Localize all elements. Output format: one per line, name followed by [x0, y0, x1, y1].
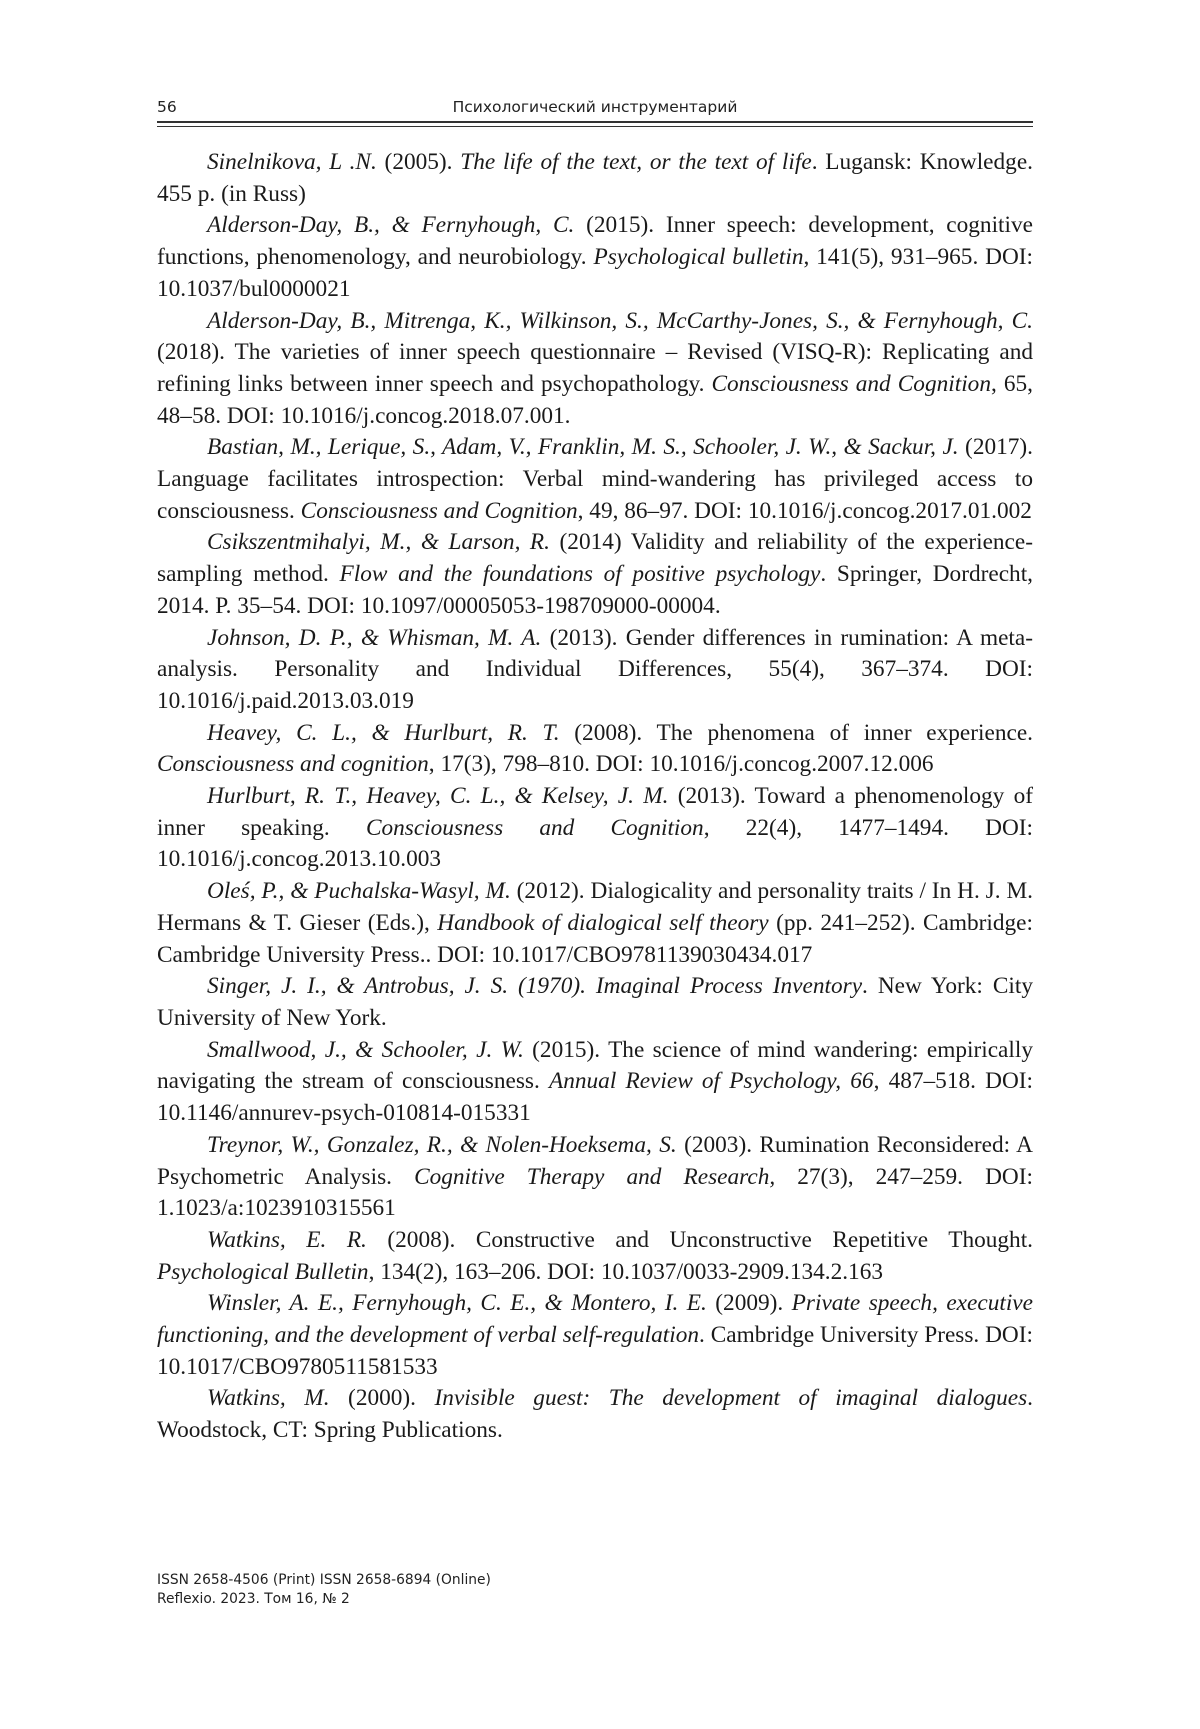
reference-item — [157, 971, 1033, 1034]
reference-item — [157, 432, 1033, 527]
reference-text: (2008). The phenomena of inner experience. — [559, 719, 1033, 746]
reference-list — [157, 147, 1033, 1447]
reference-source: Handbook of dialogical self theory — [437, 909, 769, 936]
reference-authors: Treynor, W., Gonzalez, R., & Nolen-Hoeksema, S. — [207, 1131, 677, 1158]
reference-item — [157, 623, 1033, 718]
reference-text: (2018). The varieties of inner speech questionnaire – Revised (VISQ-R): Replicating and refining links between inner speech and psychopathology. — [157, 339, 1033, 397]
reference-text: . New York: City University of New York. — [157, 973, 1033, 1031]
reference-source: Psychological bulletin — [593, 244, 804, 271]
header-rule-thin — [157, 126, 1033, 127]
reference-text: (2005). — [376, 149, 461, 175]
reference-authors: Hurlburt, R. T., Heavey, C. L., & Kelsey, J. M. — [207, 783, 669, 810]
journal-title: Психологический инструментарий — [452, 98, 738, 116]
reference-source: Consciousness and cognition — [157, 751, 429, 778]
reference-source: Psychological Bulletin — [157, 1258, 369, 1285]
reference-source: Consciousness and Cognition — [711, 370, 991, 397]
reference-authors: Johnson, D. P., & Whisman, M. A. — [207, 624, 542, 651]
reference-details: 27(3), 247–259. DOI: 1.1023/a:1023910315561 — [157, 1163, 1033, 1222]
reference-details: . Lugansk: Knowledge. 455 p. (in Russ) — [157, 149, 1033, 207]
reference-text: (2000). — [329, 1385, 435, 1412]
reference-details: , 141(5), 931–965. DOI: 10.1037/bul0000021 — [157, 244, 1033, 302]
reference-authors: Alderson-Day, B., & Fernyhough, C. — [207, 212, 575, 239]
reference-text: (2015). Inner speech: development, cognitive functions, phenomenology, and neurobiology. — [157, 212, 1033, 271]
reference-text: (2014) Validity and reliability of the experience-sampling method. — [157, 529, 1033, 588]
reference-item — [157, 876, 1033, 971]
reference-text: (2013). Toward a phenomenology of inner speaking. — [157, 783, 1033, 841]
reference-authors: Oleś, P., & Puchalska-Wasyl, M. — [207, 878, 511, 905]
header-rule-thick — [157, 121, 1033, 123]
reference-text: (2013). Gender differences in rumination: A meta-analysis. Personality and Individual Differences, 55(4), 367–374. DOI: 10.1016/j.paid.2013.03.019 — [157, 624, 1033, 714]
page-number: 56 — [157, 98, 177, 116]
citation-line: Reflexio. 2023. Том 16, № 2 — [157, 1591, 350, 1607]
reference-details: . Cambridge University Press. DOI: 10.1017/CBO9780511581533 — [157, 1322, 1033, 1380]
reference-source: Flow and the foundations of positive psychology — [339, 561, 821, 588]
reference-item — [157, 147, 1033, 210]
reference-details: , 65, 48–58. DOI: 10.1016/j.concog.2018.07.001. — [157, 370, 1033, 429]
reference-text: (2009). — [706, 1290, 792, 1317]
reference-details: . Woodstock, CT: Spring Publications. — [157, 1385, 1033, 1444]
page-footer — [157, 1571, 857, 1609]
reference-details: , 17(3), 798–810. DOI: 10.1016/j.concog.2007.12.006 — [428, 751, 934, 778]
reference-item — [157, 1383, 1033, 1446]
reference-authors: Sinelnikova, L .N. — [207, 149, 377, 175]
reference-text: (2003). Rumination Reconsidered: A Psychometric Analysis. — [157, 1131, 1034, 1190]
reference-authors: Bastian, M., Lerique, S., Adam, V., Franklin, M. S., Schooler, J. W., & Sackur, J. — [207, 434, 959, 461]
reference-details: , 134(2), 163–206. DOI: 10.1037/0033-2909.134.2.163 — [368, 1258, 884, 1285]
reference-text: (2008). Constructive and Unconstructive Repetitive Thought. — [366, 1226, 1033, 1253]
reference-item — [157, 718, 1033, 781]
reference-authors: Singer, J. I., & Antrobus, J. S. (1970). Imaginal Process Inventory — [207, 973, 863, 1000]
reference-source: Consciousness and Cognition — [365, 814, 704, 841]
reference-authors: Winsler, A. E., Fernyhough, C. E., & Montero, I. E. — [207, 1290, 707, 1317]
reference-source: Annual Review of Psychology, 66 — [549, 1068, 874, 1095]
reference-authors: Csikszentmihalyi, M., & Larson, R. — [207, 529, 550, 556]
issn-line: ISSN 2658-4506 (Print) ISSN 2658-6894 (Online) — [157, 1572, 491, 1588]
reference-item — [157, 1225, 1033, 1288]
reference-details: (pp. 241–252). Cambridge: Cambridge University Press.. DOI: 10.1017/CBO9781139030434.017 — [157, 909, 1033, 968]
reference-item — [157, 1288, 1033, 1383]
reference-item — [157, 527, 1033, 622]
reference-authors: Watkins, E. R. — [207, 1226, 367, 1253]
reference-item — [157, 781, 1033, 876]
reference-item — [157, 306, 1033, 433]
reference-authors: Smallwood, J., & Schooler, J. W. — [207, 1036, 524, 1063]
reference-text: (2012). Dialogicality and personality traits / In H. J. M. Hermans & T. Gieser (Eds.), — [157, 878, 1033, 936]
reference-text: (2015). The science of mind wandering: empirically navigating the stream of consciousness. — [157, 1036, 1033, 1095]
reference-authors: Alderson-Day, B., Mitrenga, K., Wilkinson, S., McCarthy-Jones, S., & Fernyhough, C. — [207, 307, 1033, 334]
reference-item — [157, 210, 1033, 305]
reference-details: , 487–518. DOI: 10.1146/annurev-psych-010814-015331 — [157, 1068, 1034, 1127]
reference-details: . Springer, Dordrecht, 2014. P. 35–54. DOI: 10.1097/00005053-198709000-00004. — [157, 561, 1033, 619]
reference-source: Private speech, executive functioning, and the development of verbal self-regulation — [157, 1290, 1033, 1349]
reference-item — [157, 1130, 1033, 1225]
reference-details: , 22(4), 1477–1494. DOI: 10.1016/j.concog.2013.10.003 — [157, 814, 1034, 873]
reference-details: , 49, 86–97. DOI: 10.1016/j.concog.2017.01.002 — [577, 497, 1032, 524]
reference-source: The life of the text, or the text of life — [460, 149, 812, 175]
reference-source: Consciousness and Cognition — [300, 497, 578, 524]
reference-authors: Heavey, C. L., & Hurlburt, R. T. — [207, 719, 560, 746]
reference-source: Cognitive Therapy and Research, — [414, 1163, 776, 1190]
reference-text: (2017). Language facilitates introspection: Verbal mind-wandering has privileged access to consciousness. — [157, 434, 1033, 524]
running-header — [157, 96, 1033, 120]
reference-item — [157, 1035, 1033, 1130]
reference-authors: Watkins, M. — [207, 1385, 330, 1412]
reference-source: Invisible guest: The development of imaginal dialogues — [434, 1385, 1028, 1412]
